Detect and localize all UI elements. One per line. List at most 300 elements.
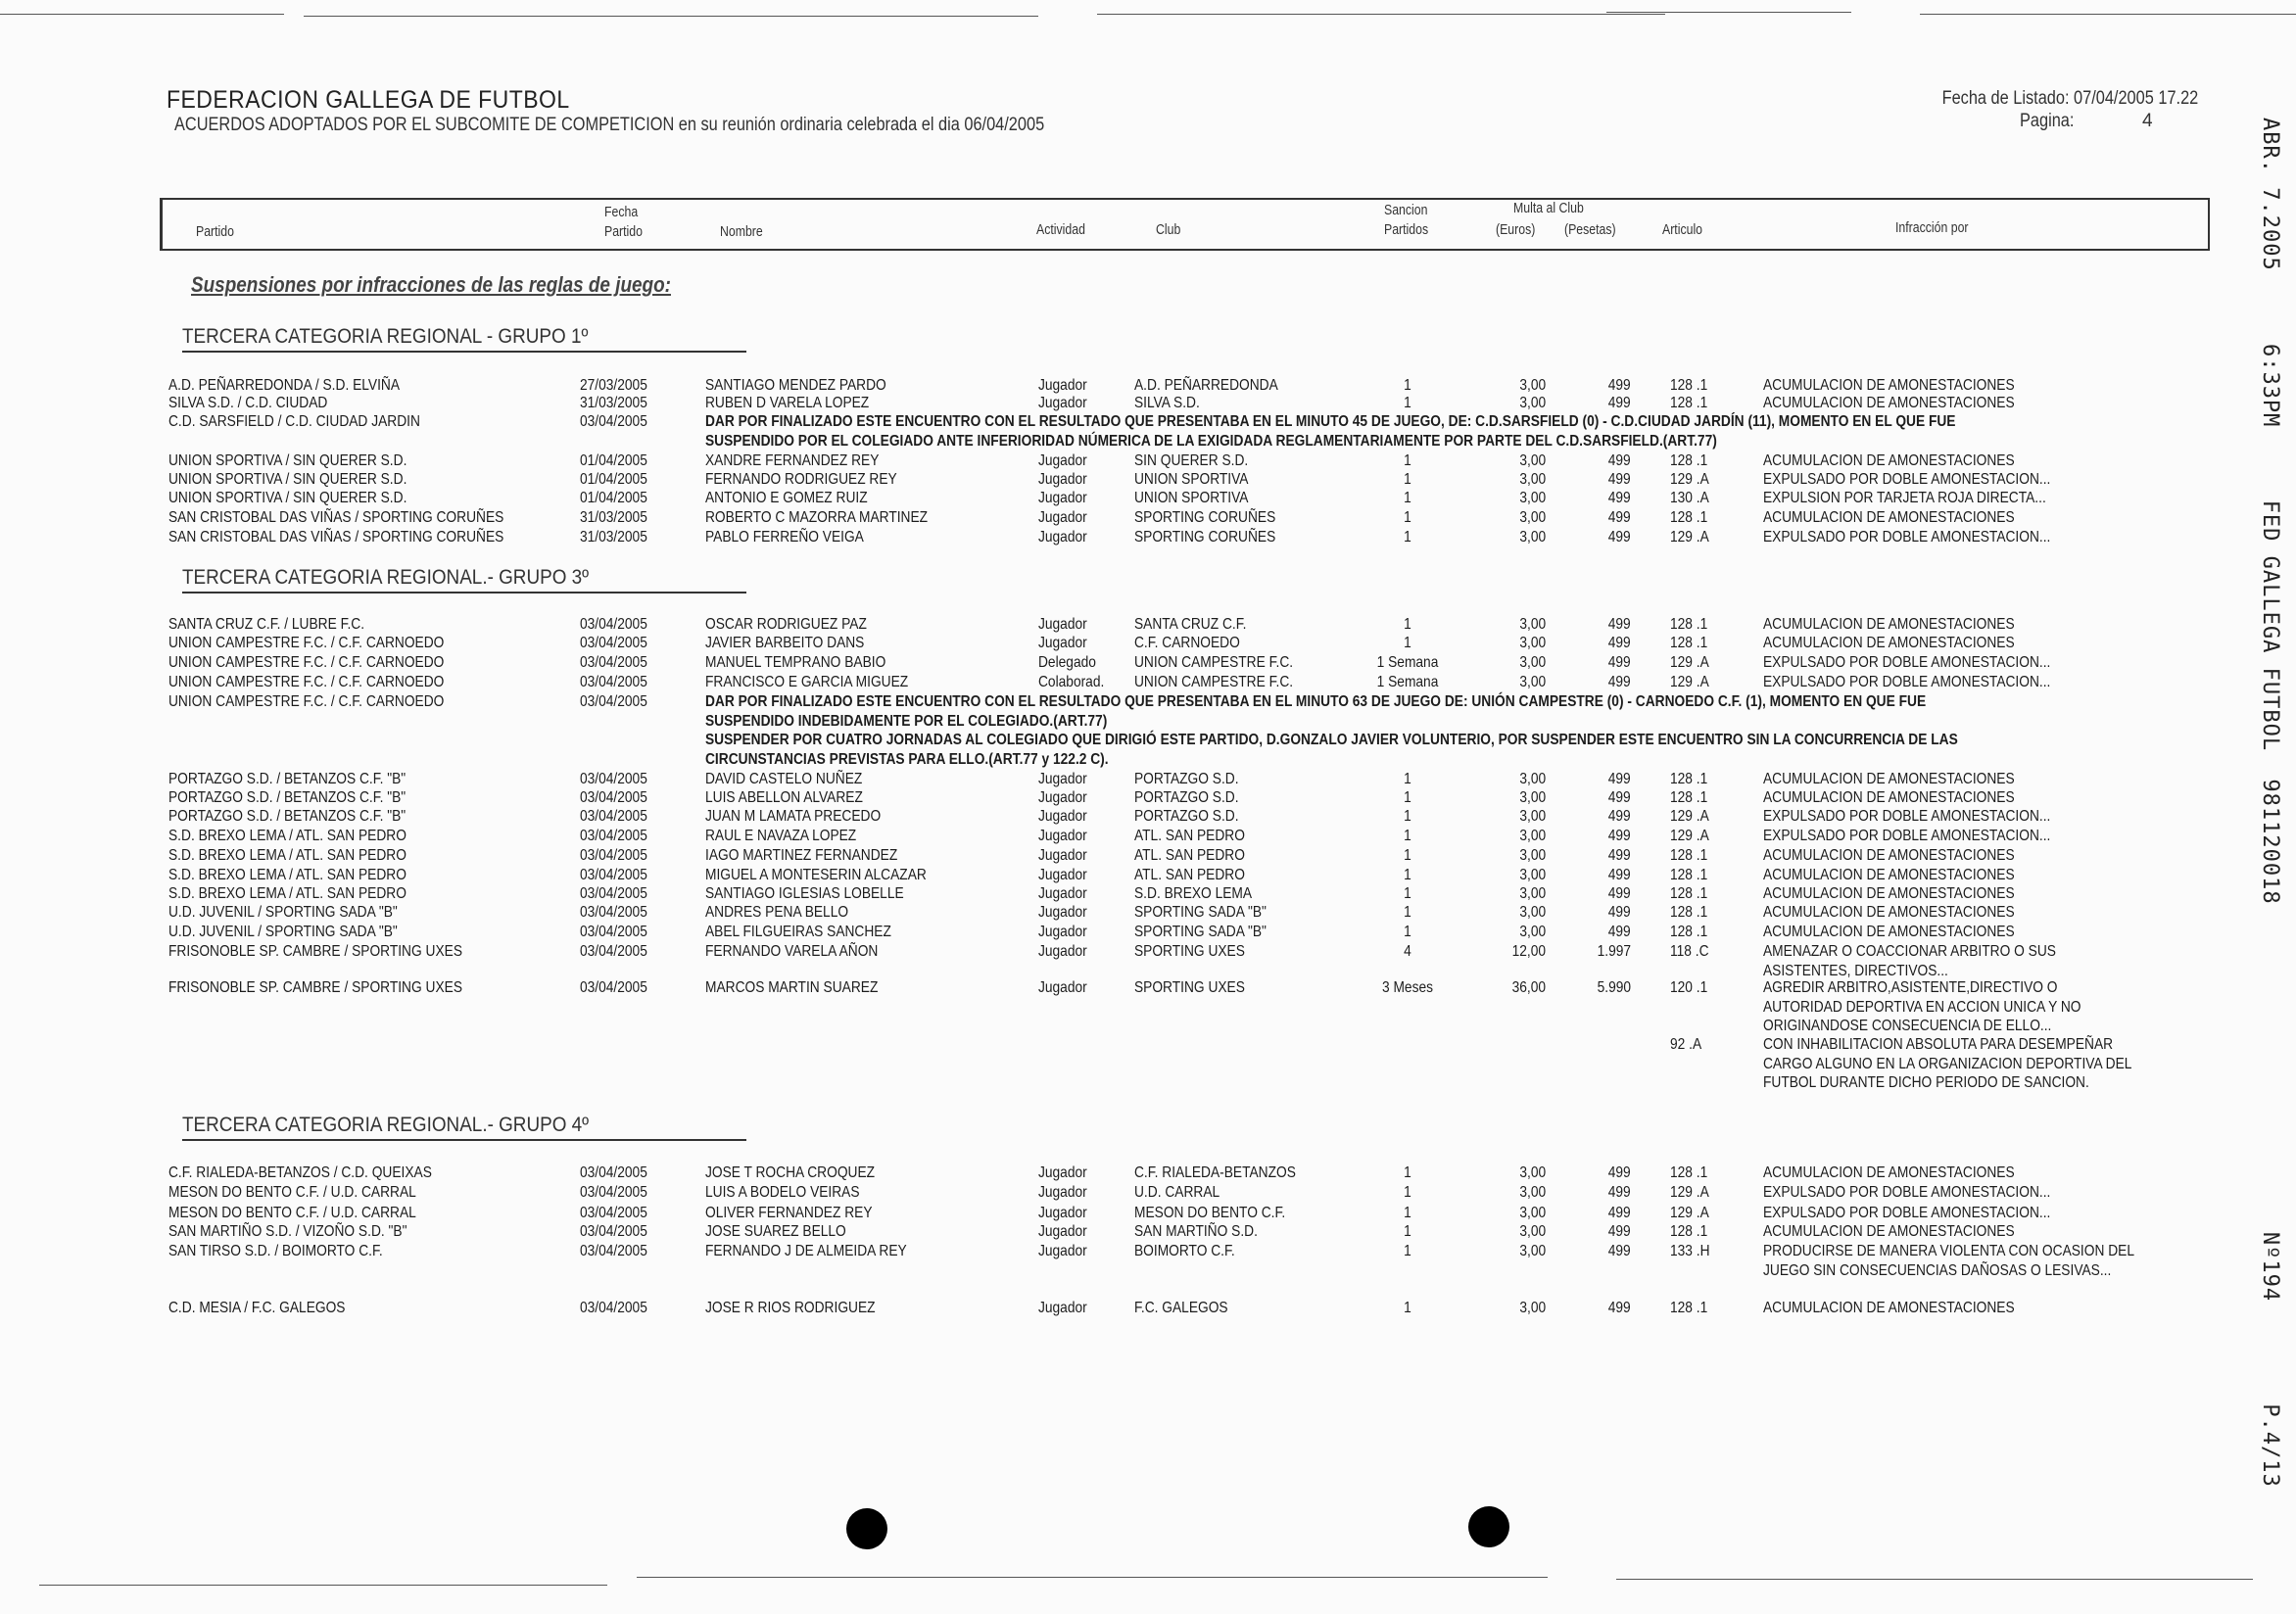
name-cell: OLIVER FERNANDEZ REY [705,1205,873,1221]
article-cell: 129 .A [1670,1184,1709,1201]
fine-pesetas-cell: 499 [1608,377,1631,394]
fine-pesetas-cell: 499 [1608,1184,1631,1201]
name-cell: JOSE T ROCHA CROQUEZ [705,1164,876,1181]
match-date-cell: 03/04/2005 [580,616,647,633]
col-pesetas: (Pesetas) [1564,221,1616,238]
sanction-cell: 1 [1404,509,1411,526]
article-cell: 129 .A [1670,808,1709,825]
club-cell: F.C. GALEGOS [1134,1300,1228,1316]
document-title: FEDERACION GALLEGA DE FUTBOL [167,86,570,114]
infraction-cell: ACUMULACION DE AMONESTACIONES [1763,395,2015,411]
fine-euros-cell: 3,00 [1519,1300,1546,1316]
sanction-cell: 1 [1404,789,1411,806]
scan-artifact-line [1616,1579,2253,1580]
sanction-cell: 1 [1404,490,1411,506]
fine-euros-cell: 3,00 [1519,674,1546,690]
resolution-text: DAR POR FINALIZADO ESTE ENCUENTRO CON EL RESULTADO QUE PRESENTABA EN EL MINUTO 63 DE JUEGO DE: UNIÓN CAMPESTRE (0) - CARNOEDO C.F. (1), MOMENTO EN QUE FUE [705,693,1927,710]
fine-euros-cell: 3,00 [1519,1164,1546,1181]
club-cell: UNION CAMPESTRE F.C. [1134,674,1294,690]
sanction-cell: 1 [1404,828,1411,844]
activity-cell: Jugador [1038,395,1087,411]
article-cell: 128 .1 [1670,789,1708,806]
fine-pesetas-cell: 499 [1608,490,1631,506]
name-cell: JOSE R RIOS RODRIGUEZ [705,1300,876,1316]
match-date-cell: 03/04/2005 [580,1205,647,1221]
sanction-cell: 1 [1404,867,1411,883]
activity-cell: Jugador [1038,635,1087,651]
fine-pesetas-cell: 5.990 [1597,979,1631,996]
match-cell: UNION CAMPESTRE F.C. / C.F. CARNOEDO [168,674,445,690]
infraction-cell: JUEGO SIN CONSECUENCIAS DAÑOSAS O LESIVAS... [1763,1261,2112,1279]
name-cell: RAUL E NAVAZA LOPEZ [705,828,857,844]
club-cell: U.D. CARRAL [1134,1184,1220,1201]
infraction-cell: ACUMULACION DE AMONESTACIONES [1763,924,2015,940]
fine-pesetas-cell: 499 [1608,509,1631,526]
match-cell: FRISONOBLE SP. CAMBRE / SPORTING UXES [168,979,462,996]
col-sancion-partidos: Partidos [1384,221,1429,238]
fine-euros-cell: 3,00 [1519,1223,1546,1240]
article-cell: 128 .1 [1670,847,1708,864]
match-date-cell: 03/04/2005 [580,789,647,806]
resolution-text: SUSPENDIDO POR EL COLEGIADO ANTE INFERIORIDAD NÚMERICA DE LA EXIGIDADA REGLAMENTARIAMENTE POR PARTE DEL C.D.SARSFIELD.(ART.77) [705,432,1717,450]
fine-euros-cell: 3,00 [1519,771,1546,787]
match-cell: C.D. SARSFIELD / C.D. CIUDAD JARDIN [168,413,420,430]
sanction-cell: 1 [1404,635,1411,651]
activity-cell: Jugador [1038,1300,1087,1316]
sanction-cell: 1 [1404,808,1411,825]
name-cell: LUIS ABELLON ALVAREZ [705,789,863,806]
article-cell: 130 .A [1670,490,1709,506]
activity-cell: Jugador [1038,979,1087,996]
name-cell: DAVID CASTELO NUÑEZ [705,771,863,787]
col-infraccion: Infracción por [1895,219,1969,236]
article-cell: 129 .A [1670,654,1709,671]
fine-pesetas-cell: 499 [1608,1164,1631,1181]
col-fecha-partido: Partido [604,223,643,240]
activity-cell: Jugador [1038,1223,1087,1240]
name-cell: FRANCISCO E GARCIA MIGUEZ [705,674,909,690]
fine-euros-cell: 3,00 [1519,904,1546,921]
name-cell: FERNANDO VARELA AÑON [705,943,879,960]
match-date-cell: 03/04/2005 [580,1164,647,1181]
fine-euros-cell: 3,00 [1519,377,1546,394]
infraction-cell: ACUMULACION DE AMONESTACIONES [1763,847,2015,864]
scan-artifact-line [1606,12,1851,13]
club-cell: SILVA S.D. [1134,395,1200,411]
match-date-cell: 03/04/2005 [580,1184,647,1201]
fine-euros-cell: 3,00 [1519,1243,1546,1259]
club-cell: ATL. SAN PEDRO [1134,847,1245,864]
activity-cell: Jugador [1038,904,1087,921]
fine-euros-cell: 3,00 [1519,808,1546,825]
table-row [0,866,2296,883]
match-cell: UNION SPORTIVA / SIN QUERER S.D. [168,452,407,469]
club-cell: PORTAZGO S.D. [1134,771,1239,787]
resolution-text: SUSPENDIDO INDEBIDAMENTE POR EL COLEGIADO.(ART.77) [705,712,1108,730]
group-heading: TERCERA CATEGORIA REGIONAL.- GRUPO 3º [182,566,746,593]
sanction-cell: 1 [1404,1300,1411,1316]
activity-cell: Colaborad. [1038,674,1105,690]
club-cell: C.F. RIALEDA-BETANZOS [1134,1164,1296,1181]
match-date-cell: 03/04/2005 [580,1243,647,1259]
activity-cell: Jugador [1038,943,1087,960]
match-cell: SAN TIRSO S.D. / BOIMORTO C.F. [168,1243,383,1259]
club-cell: SPORTING SADA "B" [1134,924,1267,940]
infraction-cell: ACUMULACION DE AMONESTACIONES [1763,452,2015,469]
match-cell: C.F. RIALEDA-BETANZOS / C.D. QUEIXAS [168,1164,432,1181]
sanction-cell: 1 [1404,616,1411,633]
sanction-cell: 1 [1404,904,1411,921]
club-cell: BOIMORTO C.F. [1134,1243,1235,1259]
fine-pesetas-cell: 499 [1608,674,1631,690]
resolution-text: CIRCUNSTANCIAS PREVISTAS PARA ELLO.(ART.77 y 122.2 C). [705,750,1109,768]
article-cell: 118 .C [1670,943,1709,960]
match-date-cell: 03/04/2005 [580,635,647,651]
sanction-cell: 1 [1404,1243,1411,1259]
activity-cell: Jugador [1038,452,1087,469]
sanction-cell: 1 [1404,1164,1411,1181]
scan-artifact-line [39,1585,607,1586]
activity-cell: Jugador [1038,847,1087,864]
match-date-cell: 03/04/2005 [580,885,647,902]
match-cell: UNION CAMPESTRE F.C. / C.F. CARNOEDO [168,635,445,651]
match-date-cell: 03/04/2005 [580,867,647,883]
match-date-cell: 31/03/2005 [580,509,647,526]
fine-pesetas-cell: 1.997 [1597,943,1631,960]
article-cell: 128 .1 [1670,395,1708,411]
name-cell: PABLO FERREÑO VEIGA [705,529,864,546]
fax-sequence: Nº194 [2258,1231,2282,1303]
match-cell: A.D. PEÑARREDONDA / S.D. ELVIÑA [168,377,401,394]
match-cell: UNION CAMPESTRE F.C. / C.F. CARNOEDO [168,693,445,710]
infraction-cell: ACUMULACION DE AMONESTACIONES [1763,885,2015,902]
fine-pesetas-cell: 499 [1608,789,1631,806]
club-cell: MESON DO BENTO C.F. [1134,1205,1286,1221]
col-nombre: Nombre [720,223,763,240]
fine-euros-cell: 3,00 [1519,867,1546,883]
activity-cell: Jugador [1038,771,1087,787]
article-cell: 120 .1 [1670,979,1708,996]
article-cell: 129 .A [1670,1205,1709,1221]
fine-pesetas-cell: 499 [1608,924,1631,940]
fine-pesetas-cell: 499 [1608,904,1631,921]
fax-number: 981120018 [2258,779,2282,905]
match-date-cell: 03/04/2005 [580,847,647,864]
fine-pesetas-cell: 499 [1608,867,1631,883]
match-cell: PORTAZGO S.D. / BETANZOS C.F. "B" [168,789,407,806]
activity-cell: Jugador [1038,867,1087,883]
match-date-cell: 03/04/2005 [580,413,647,430]
name-cell: ANTONIO E GOMEZ RUIZ [705,490,868,506]
match-cell: S.D. BREXO LEMA / ATL. SAN PEDRO [168,828,407,844]
punch-hole-mark [1468,1506,1509,1547]
scan-artifact-line [1097,14,1665,15]
match-cell: UNION CAMPESTRE F.C. / C.F. CARNOEDO [168,654,445,671]
name-cell: SANTIAGO MENDEZ PARDO [705,377,886,394]
group-heading: TERCERA CATEGORIA REGIONAL - GRUPO 1º [182,325,746,353]
club-cell: PORTAZGO S.D. [1134,808,1239,825]
fine-euros-cell: 12,00 [1511,943,1546,960]
name-cell: JUAN M LAMATA PRECEDO [705,808,882,825]
sanction-cell: 1 [1404,1184,1411,1201]
match-cell: UNION SPORTIVA / SIN QUERER S.D. [168,490,407,506]
club-cell: PORTAZGO S.D. [1134,789,1239,806]
col-sancion: Sancion [1384,202,1428,218]
infraction-cell: ACUMULACION DE AMONESTACIONES [1763,904,2015,921]
activity-cell: Delegado [1038,654,1096,671]
match-date-cell: 03/04/2005 [580,654,647,671]
fax-header [2258,118,2282,1488]
match-cell: U.D. JUVENIL / SPORTING SADA "B" [168,904,398,921]
fine-euros-cell: 3,00 [1519,395,1546,411]
match-date-cell: 01/04/2005 [580,471,647,488]
article-cell: 128 .1 [1670,867,1708,883]
club-cell: S.D. BREXO LEMA [1134,885,1253,902]
club-cell: A.D. PEÑARREDONDA [1134,377,1278,394]
infraction-cell: EXPULSADO POR DOBLE AMONESTACION... [1763,654,2051,671]
club-cell: UNION SPORTIVA [1134,471,1249,488]
activity-cell: Jugador [1038,808,1087,825]
sanction-cell: 1 [1404,924,1411,940]
fine-euros-cell: 36,00 [1511,979,1546,996]
sanction-cell: 1 [1404,452,1411,469]
col-club: Club [1156,221,1181,238]
match-date-cell: 03/04/2005 [580,943,647,960]
activity-cell: Jugador [1038,1184,1087,1201]
fine-euros-cell: 3,00 [1519,654,1546,671]
fax-page: P.4/13 [2258,1403,2282,1488]
match-cell: PORTAZGO S.D. / BETANZOS C.F. "B" [168,771,407,787]
infraction-cell: EXPULSADO POR DOBLE AMONESTACION... [1763,674,2051,690]
infraction-cell: ACUMULACION DE AMONESTACIONES [1763,789,2015,806]
name-cell: OSCAR RODRIGUEZ PAZ [705,616,867,633]
fine-euros-cell: 3,00 [1519,1184,1546,1201]
scan-artifact-line [0,14,284,15]
fine-euros-cell: 3,00 [1519,452,1546,469]
fine-pesetas-cell: 499 [1608,616,1631,633]
article-cell: 128 .1 [1670,377,1708,394]
sanction-cell: 1 [1404,1223,1411,1240]
col-euros: (Euros) [1496,221,1536,238]
match-cell: SANTA CRUZ C.F. / LUBRE F.C. [168,616,365,633]
fine-pesetas-cell: 499 [1608,847,1631,864]
fine-pesetas-cell: 499 [1608,654,1631,671]
match-cell: SAN CRISTOBAL DAS VIÑAS / SPORTING CORUÑES [168,529,504,546]
resolution-text: DAR POR FINALIZADO ESTE ENCUENTRO CON EL RESULTADO QUE PRESENTABA EN EL MINUTO 45 DE JUEGO, DE: C.D.SARSFIELD (0) - C.D.CIUDAD JARDÍN (11), MOMENTO EN EL QUE FUE [705,413,1956,430]
fine-euros-cell: 3,00 [1519,924,1546,940]
match-cell: SILVA S.D. / C.D. CIUDAD [168,395,328,411]
activity-cell: Jugador [1038,789,1087,806]
fine-pesetas-cell: 499 [1608,1205,1631,1221]
fine-euros-cell: 3,00 [1519,828,1546,844]
sanction-cell: 1 [1404,771,1411,787]
match-cell: SAN MARTIÑO S.D. / VIZOÑO S.D. "B" [168,1223,407,1240]
document-subtitle: ACUERDOS ADOPTADOS POR EL SUBCOMITE DE COMPETICION en su reunión ordinaria celebrada el dia 06/04/2005 [174,115,1045,135]
match-date-cell: 01/04/2005 [580,452,647,469]
infraction-cell: ACUMULACION DE AMONESTACIONES [1763,771,2015,787]
match-date-cell: 03/04/2005 [580,674,647,690]
article-cell: 128 .1 [1670,509,1708,526]
fine-euros-cell: 3,00 [1519,885,1546,902]
fine-euros-cell: 3,00 [1519,490,1546,506]
scan-artifact-line [637,1577,1548,1578]
sanction-cell: 1 [1404,377,1411,394]
fine-euros-cell: 3,00 [1519,616,1546,633]
club-cell: SPORTING SADA "B" [1134,904,1267,921]
col-articulo: Articulo [1662,221,1703,238]
col-fecha: Fecha [604,204,639,220]
sanction-cell: 1 [1404,395,1411,411]
sanction-cell: 4 [1404,943,1411,960]
infraction-cell: ACUMULACION DE AMONESTACIONES [1763,1164,2015,1181]
name-cell: SANTIAGO IGLESIAS LOBELLE [705,885,904,902]
article-cell: 128 .1 [1670,885,1708,902]
club-cell: ATL. SAN PEDRO [1134,828,1245,844]
fine-pesetas-cell: 499 [1608,529,1631,546]
match-date-cell: 03/04/2005 [580,979,647,996]
match-date-cell: 03/04/2005 [580,828,647,844]
match-date-cell: 03/04/2005 [580,904,647,921]
fine-euros-cell: 3,00 [1519,471,1546,488]
name-cell: MARCOS MARTIN SUAREZ [705,979,879,996]
infraction-cell: ACUMULACION DE AMONESTACIONES [1763,867,2015,883]
name-cell: FERNANDO J DE ALMEIDA REY [705,1243,907,1259]
fine-pesetas-cell: 499 [1608,1300,1631,1316]
club-cell: SPORTING CORUÑES [1134,529,1276,546]
fax-time: 6:33PM [2258,343,2282,428]
club-cell: SPORTING CORUÑES [1134,509,1276,526]
match-cell: PORTAZGO S.D. / BETANZOS C.F. "B" [168,808,407,825]
name-cell: JAVIER BARBEITO DANS [705,635,865,651]
name-cell: FERNANDO RODRIGUEZ REY [705,471,897,488]
infraction-cell: EXPULSADO POR DOBLE AMONESTACION... [1763,1205,2051,1221]
article-cell: 128 .1 [1670,452,1708,469]
infraction-cell: ACUMULACION DE AMONESTACIONES [1763,377,2015,394]
listing-date: Fecha de Listado: 07/04/2005 17.22 [1941,88,2198,109]
infraction-cell: ACUMULACION DE AMONESTACIONES [1763,1223,2015,1240]
scan-artifact-line [304,16,1038,17]
sanction-cell: 1 [1404,529,1411,546]
article-cell: 92 .A [1670,1036,1702,1053]
match-date-cell: 03/04/2005 [580,1223,647,1240]
match-cell: S.D. BREXO LEMA / ATL. SAN PEDRO [168,867,407,883]
article-cell: 129 .A [1670,674,1709,690]
club-cell: UNION CAMPESTRE F.C. [1134,654,1294,671]
name-cell: RUBEN D VARELA LOPEZ [705,395,870,411]
sanction-cell: 1 Semana [1376,674,1439,690]
article-cell: 128 .1 [1670,1223,1708,1240]
name-cell: IAGO MARTINEZ FERNANDEZ [705,847,898,864]
article-cell: 129 .A [1670,471,1709,488]
fine-euros-cell: 3,00 [1519,847,1546,864]
infraction-cell: FUTBOL DURANTE DICHO PERIODO DE SANCION. [1763,1074,2089,1092]
infraction-cell: ACUMULACION DE AMONESTACIONES [1763,616,2015,633]
club-cell: SIN QUERER S.D. [1134,452,1249,469]
club-cell: SPORTING UXES [1134,979,1245,996]
match-cell: C.D. MESIA / F.C. GALEGOS [168,1300,346,1316]
resolution-text: SUSPENDER POR CUATRO JORNADAS AL COLEGIADO QUE DIRIGIÓ ESTE PARTIDO, D.GONZALO JAVIER VOLUNTERIO, POR SUSPENDER ESTE ENCUENTRO SIN LA CONCURRENCIA DE LAS [705,732,1958,749]
infraction-cell: EXPULSADO POR DOBLE AMONESTACION... [1763,828,2051,844]
sanction-cell: 1 [1404,1205,1411,1221]
match-cell: FRISONOBLE SP. CAMBRE / SPORTING UXES [168,943,462,960]
activity-cell: Jugador [1038,1243,1087,1259]
sanction-cell: 1 [1404,885,1411,902]
activity-cell: Jugador [1038,509,1087,526]
infraction-cell: EXPULSADO POR DOBLE AMONESTACION... [1763,808,2051,825]
name-cell: ABEL FILGUEIRAS SANCHEZ [705,924,891,940]
match-date-cell: 01/04/2005 [580,490,647,506]
name-cell: MIGUEL A MONTESERIN ALCAZAR [705,867,927,883]
fine-pesetas-cell: 499 [1608,771,1631,787]
name-cell: JOSE SUAREZ BELLO [705,1223,846,1240]
name-cell: XANDRE FERNANDEZ REY [705,452,880,469]
article-cell: 128 .1 [1670,1164,1708,1181]
infraction-cell: EXPULSADO POR DOBLE AMONESTACION... [1763,1184,2051,1201]
infraction-cell: AGREDIR ARBITRO,ASISTENTE,DIRECTIVO O [1763,979,2058,996]
match-cell: S.D. BREXO LEMA / ATL. SAN PEDRO [168,847,407,864]
activity-cell: Jugador [1038,377,1087,394]
club-cell: SPORTING UXES [1134,943,1245,960]
infraction-cell: ASISTENTES, DIRECTIVOS... [1763,962,1948,979]
infraction-cell: ACUMULACION DE AMONESTACIONES [1763,635,2015,651]
punch-hole-mark [846,1508,887,1549]
club-cell: ATL. SAN PEDRO [1134,867,1245,883]
page-label: Pagina: [2020,111,2075,131]
activity-cell: Jugador [1038,1164,1087,1181]
club-cell: SANTA CRUZ C.F. [1134,616,1247,633]
scan-artifact-line [1920,14,2296,15]
fine-pesetas-cell: 499 [1608,885,1631,902]
col-multa: Multa al Club [1513,200,1584,216]
infraction-cell: PRODUCIRSE DE MANERA VIOLENTA CON OCASION DEL [1763,1243,2134,1259]
match-cell: MESON DO BENTO C.F. / U.D. CARRAL [168,1184,416,1201]
page-number: 4 [2142,111,2153,131]
activity-cell: Jugador [1038,828,1087,844]
match-date-cell: 31/03/2005 [580,529,647,546]
article-cell: 128 .1 [1670,616,1708,633]
name-cell: LUIS A BODELO VEIRAS [705,1184,860,1201]
match-cell: SAN CRISTOBAL DAS VIÑAS / SPORTING CORUÑES [168,509,504,526]
sanction-cell: 1 [1404,471,1411,488]
fine-euros-cell: 3,00 [1519,789,1546,806]
club-cell: C.F. CARNOEDO [1134,635,1240,651]
sanction-cell: 1 [1404,847,1411,864]
col-actividad: Actividad [1036,221,1085,238]
sanction-cell: 1 Semana [1376,654,1439,671]
infraction-cell: AMENAZAR O COACCIONAR ARBITRO O SUS [1763,943,2056,960]
infraction-cell: EXPULSION POR TARJETA ROJA DIRECTA... [1763,490,2046,506]
match-date-cell: 31/03/2005 [580,395,647,411]
infraction-cell: ORIGINANDOSE CONSECUENCIA DE ELLO... [1763,1018,2052,1035]
article-cell: 128 .1 [1670,924,1708,940]
sanction-cell: 3 Meses [1381,979,1434,996]
match-cell: UNION SPORTIVA / SIN QUERER S.D. [168,471,407,488]
fine-euros-cell: 3,00 [1519,529,1546,546]
match-date-cell: 03/04/2005 [580,1300,647,1316]
fine-pesetas-cell: 499 [1608,1243,1631,1259]
match-cell: S.D. BREXO LEMA / ATL. SAN PEDRO [168,885,407,902]
fax-date: ABR. 7.2005 [2258,118,2282,271]
fine-pesetas-cell: 499 [1608,828,1631,844]
fine-pesetas-cell: 499 [1608,1223,1631,1240]
article-cell: 133 .H [1670,1243,1710,1259]
match-date-cell: 03/04/2005 [580,771,647,787]
col-partido: Partido [196,223,234,240]
match-date-cell: 03/04/2005 [580,693,647,710]
fine-euros-cell: 3,00 [1519,509,1546,526]
group-heading: TERCERA CATEGORIA REGIONAL.- GRUPO 4º [182,1114,746,1141]
club-cell: SAN MARTIÑO S.D. [1134,1223,1258,1240]
